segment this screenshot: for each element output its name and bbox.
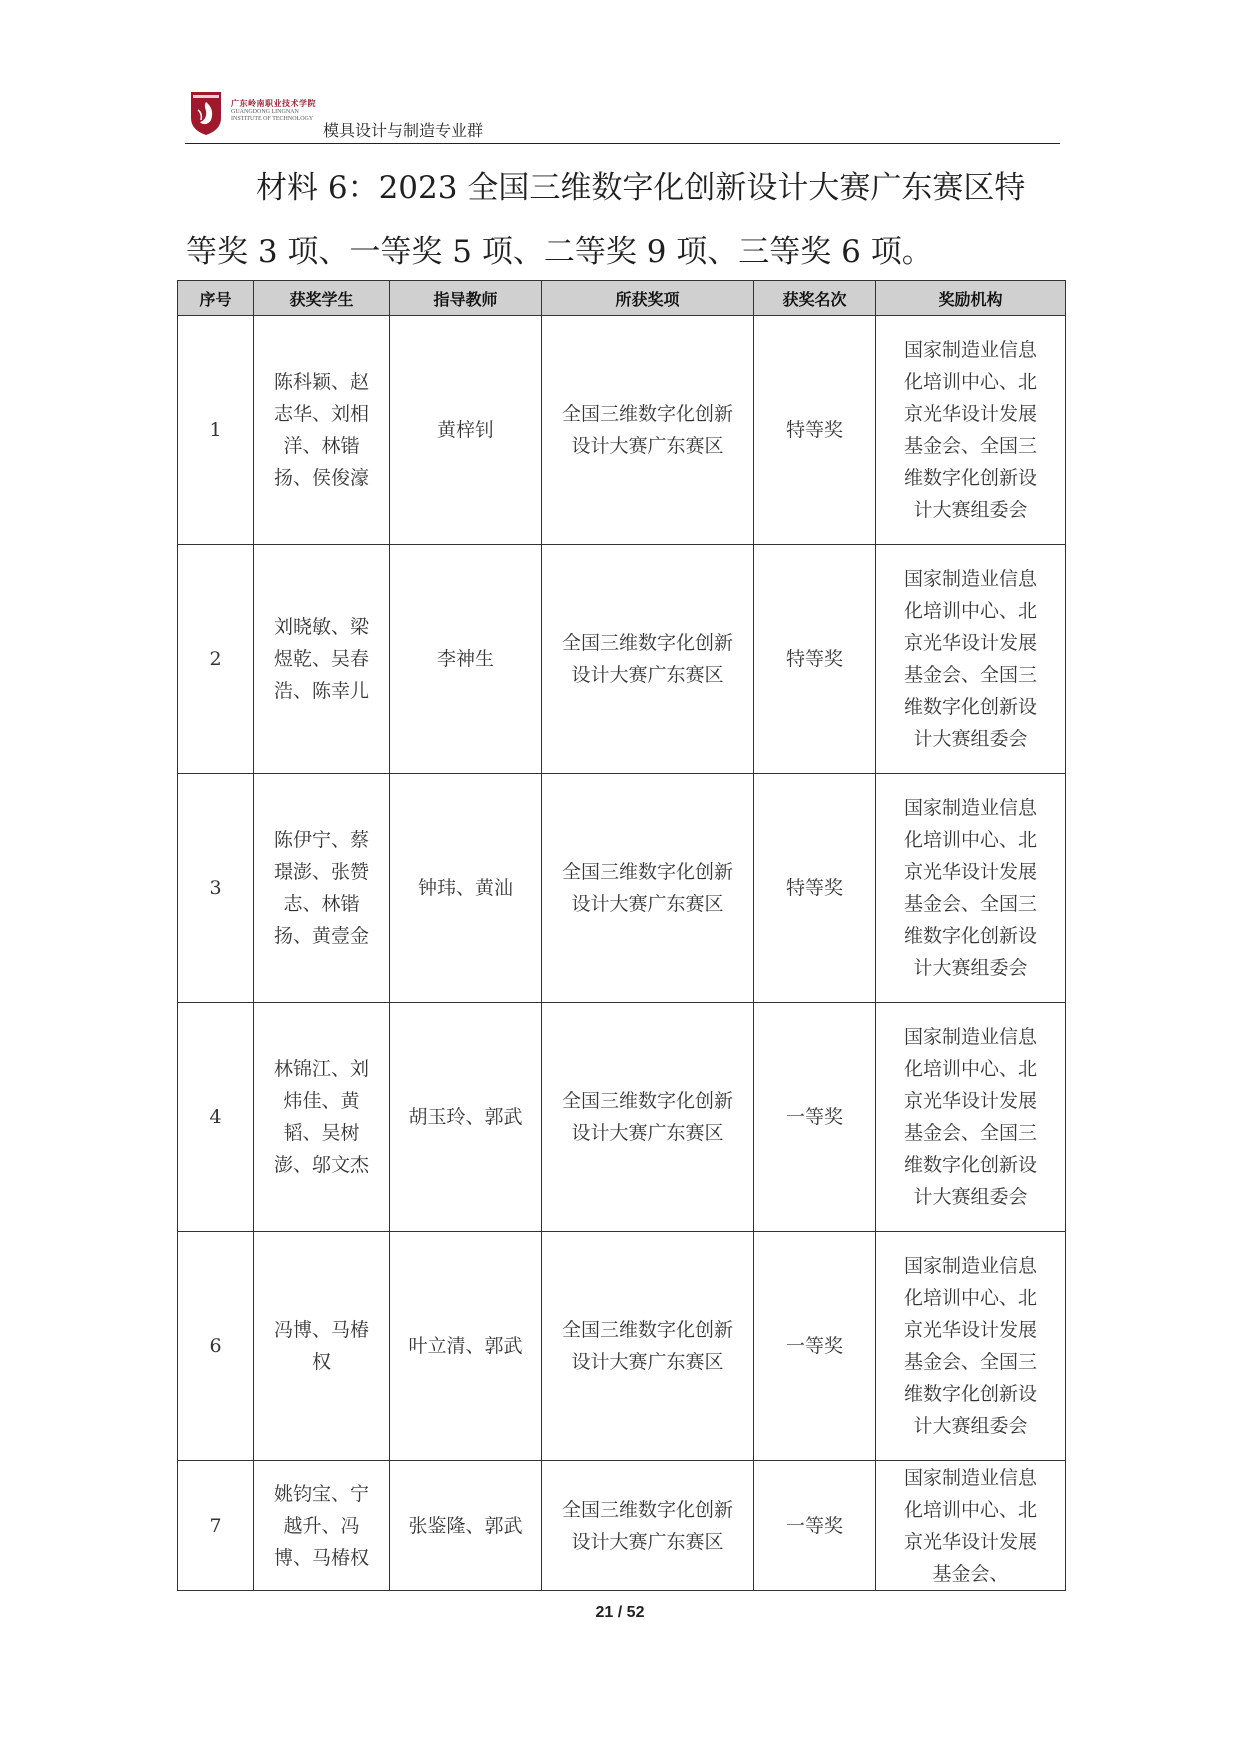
cell-rank: 特等奖 — [754, 316, 876, 545]
cell-rank: 特等奖 — [754, 774, 876, 1003]
cell-students: 姚钧宝、宁越升、冯博、马椿权 — [254, 1461, 390, 1591]
school-name-en: GUANGDONG LINGNAN INSTITUTE OF TECHNOLOGY — [231, 109, 314, 122]
heading-line-1: 材料 6：2023 全国三维数字化创新设计大赛广东赛区特 — [256, 170, 1026, 206]
table-row — [178, 1461, 1066, 1591]
cell-award: 全国三维数字化创新设计大赛广东赛区 — [542, 316, 754, 545]
award-table — [177, 280, 1066, 1591]
page-number: 21 / 52 — [595, 1604, 645, 1621]
school-name-cn: 广东岭南职业技术学院 — [231, 99, 316, 108]
table-row — [178, 1003, 1066, 1232]
table-header-row — [178, 281, 1066, 316]
table-row — [178, 1232, 1066, 1461]
col-header-students: 获奖学生 — [254, 281, 390, 316]
cell-index: 1 — [178, 316, 254, 545]
cell-teacher: 李神生 — [390, 545, 542, 774]
cell-organization: 国家制造业信息化培训中心、北京光华设计发展基金会、 — [876, 1461, 1066, 1591]
cell-index: 4 — [178, 1003, 254, 1232]
cell-award: 全国三维数字化创新设计大赛广东赛区 — [542, 545, 754, 774]
cell-organization: 国家制造业信息化培训中心、北京光华设计发展基金会、全国三维数字化创新设计大赛组委会 — [876, 774, 1066, 1003]
cell-index: 2 — [178, 545, 254, 774]
col-header-teacher: 指导教师 — [390, 281, 542, 316]
cell-teacher: 张鉴隆、郭武 — [390, 1461, 542, 1591]
cell-teacher: 胡玉玲、郭武 — [390, 1003, 542, 1232]
cell-organization: 国家制造业信息化培训中心、北京光华设计发展基金会、全国三维数字化创新设计大赛组委会 — [876, 1003, 1066, 1232]
cell-rank: 一等奖 — [754, 1461, 876, 1591]
table-row — [178, 774, 1066, 1003]
cell-rank: 特等奖 — [754, 545, 876, 774]
cell-index: 7 — [178, 1461, 254, 1591]
cell-rank: 一等奖 — [754, 1232, 876, 1461]
cell-index: 6 — [178, 1232, 254, 1461]
col-header-rank: 获奖名次 — [754, 281, 876, 316]
school-logo — [189, 90, 223, 136]
col-header-award: 所获奖项 — [542, 281, 754, 316]
cell-award: 全国三维数字化创新设计大赛广东赛区 — [542, 1232, 754, 1461]
col-header-organization: 奖励机构 — [876, 281, 1066, 316]
cell-award: 全国三维数字化创新设计大赛广东赛区 — [542, 1003, 754, 1232]
cell-teacher: 黄梓钊 — [390, 316, 542, 545]
cell-students: 林锦江、刘炜佳、黄韬、吴树澎、邬文杰 — [254, 1003, 390, 1232]
col-header-index: 序号 — [178, 281, 254, 316]
cell-students: 刘晓敏、梁煜乾、吴春浩、陈幸儿 — [254, 545, 390, 774]
cell-teacher: 钟玮、黄汕 — [390, 774, 542, 1003]
header-group-name: 模具设计与制造专业群 — [323, 121, 484, 140]
material-heading — [186, 156, 1066, 284]
cell-students: 陈科颖、赵志华、刘相洋、林锴扬、侯俊濠 — [254, 316, 390, 545]
table-row — [178, 316, 1066, 545]
cell-award: 全国三维数字化创新设计大赛广东赛区 — [542, 1461, 754, 1591]
table-row — [178, 545, 1066, 774]
cell-award: 全国三维数字化创新设计大赛广东赛区 — [542, 774, 754, 1003]
page-header — [185, 86, 1060, 146]
cell-teacher: 叶立清、郭武 — [390, 1232, 542, 1461]
header-rule — [185, 143, 1060, 144]
cell-rank: 一等奖 — [754, 1003, 876, 1232]
cell-organization: 国家制造业信息化培训中心、北京光华设计发展基金会、全国三维数字化创新设计大赛组委会 — [876, 316, 1066, 545]
cell-students: 陈伊宁、蔡璟澎、张赞志、林锴扬、黄壹金 — [254, 774, 390, 1003]
heading-line-2: 等奖 3 项、一等奖 5 项、二等奖 9 项、三等奖 6 项。 — [186, 234, 933, 270]
cell-students: 冯博、马椿权 — [254, 1232, 390, 1461]
cell-organization: 国家制造业信息化培训中心、北京光华设计发展基金会、全国三维数字化创新设计大赛组委会 — [876, 545, 1066, 774]
cell-index: 3 — [178, 774, 254, 1003]
cell-organization: 国家制造业信息化培训中心、北京光华设计发展基金会、全国三维数字化创新设计大赛组委会 — [876, 1232, 1066, 1461]
